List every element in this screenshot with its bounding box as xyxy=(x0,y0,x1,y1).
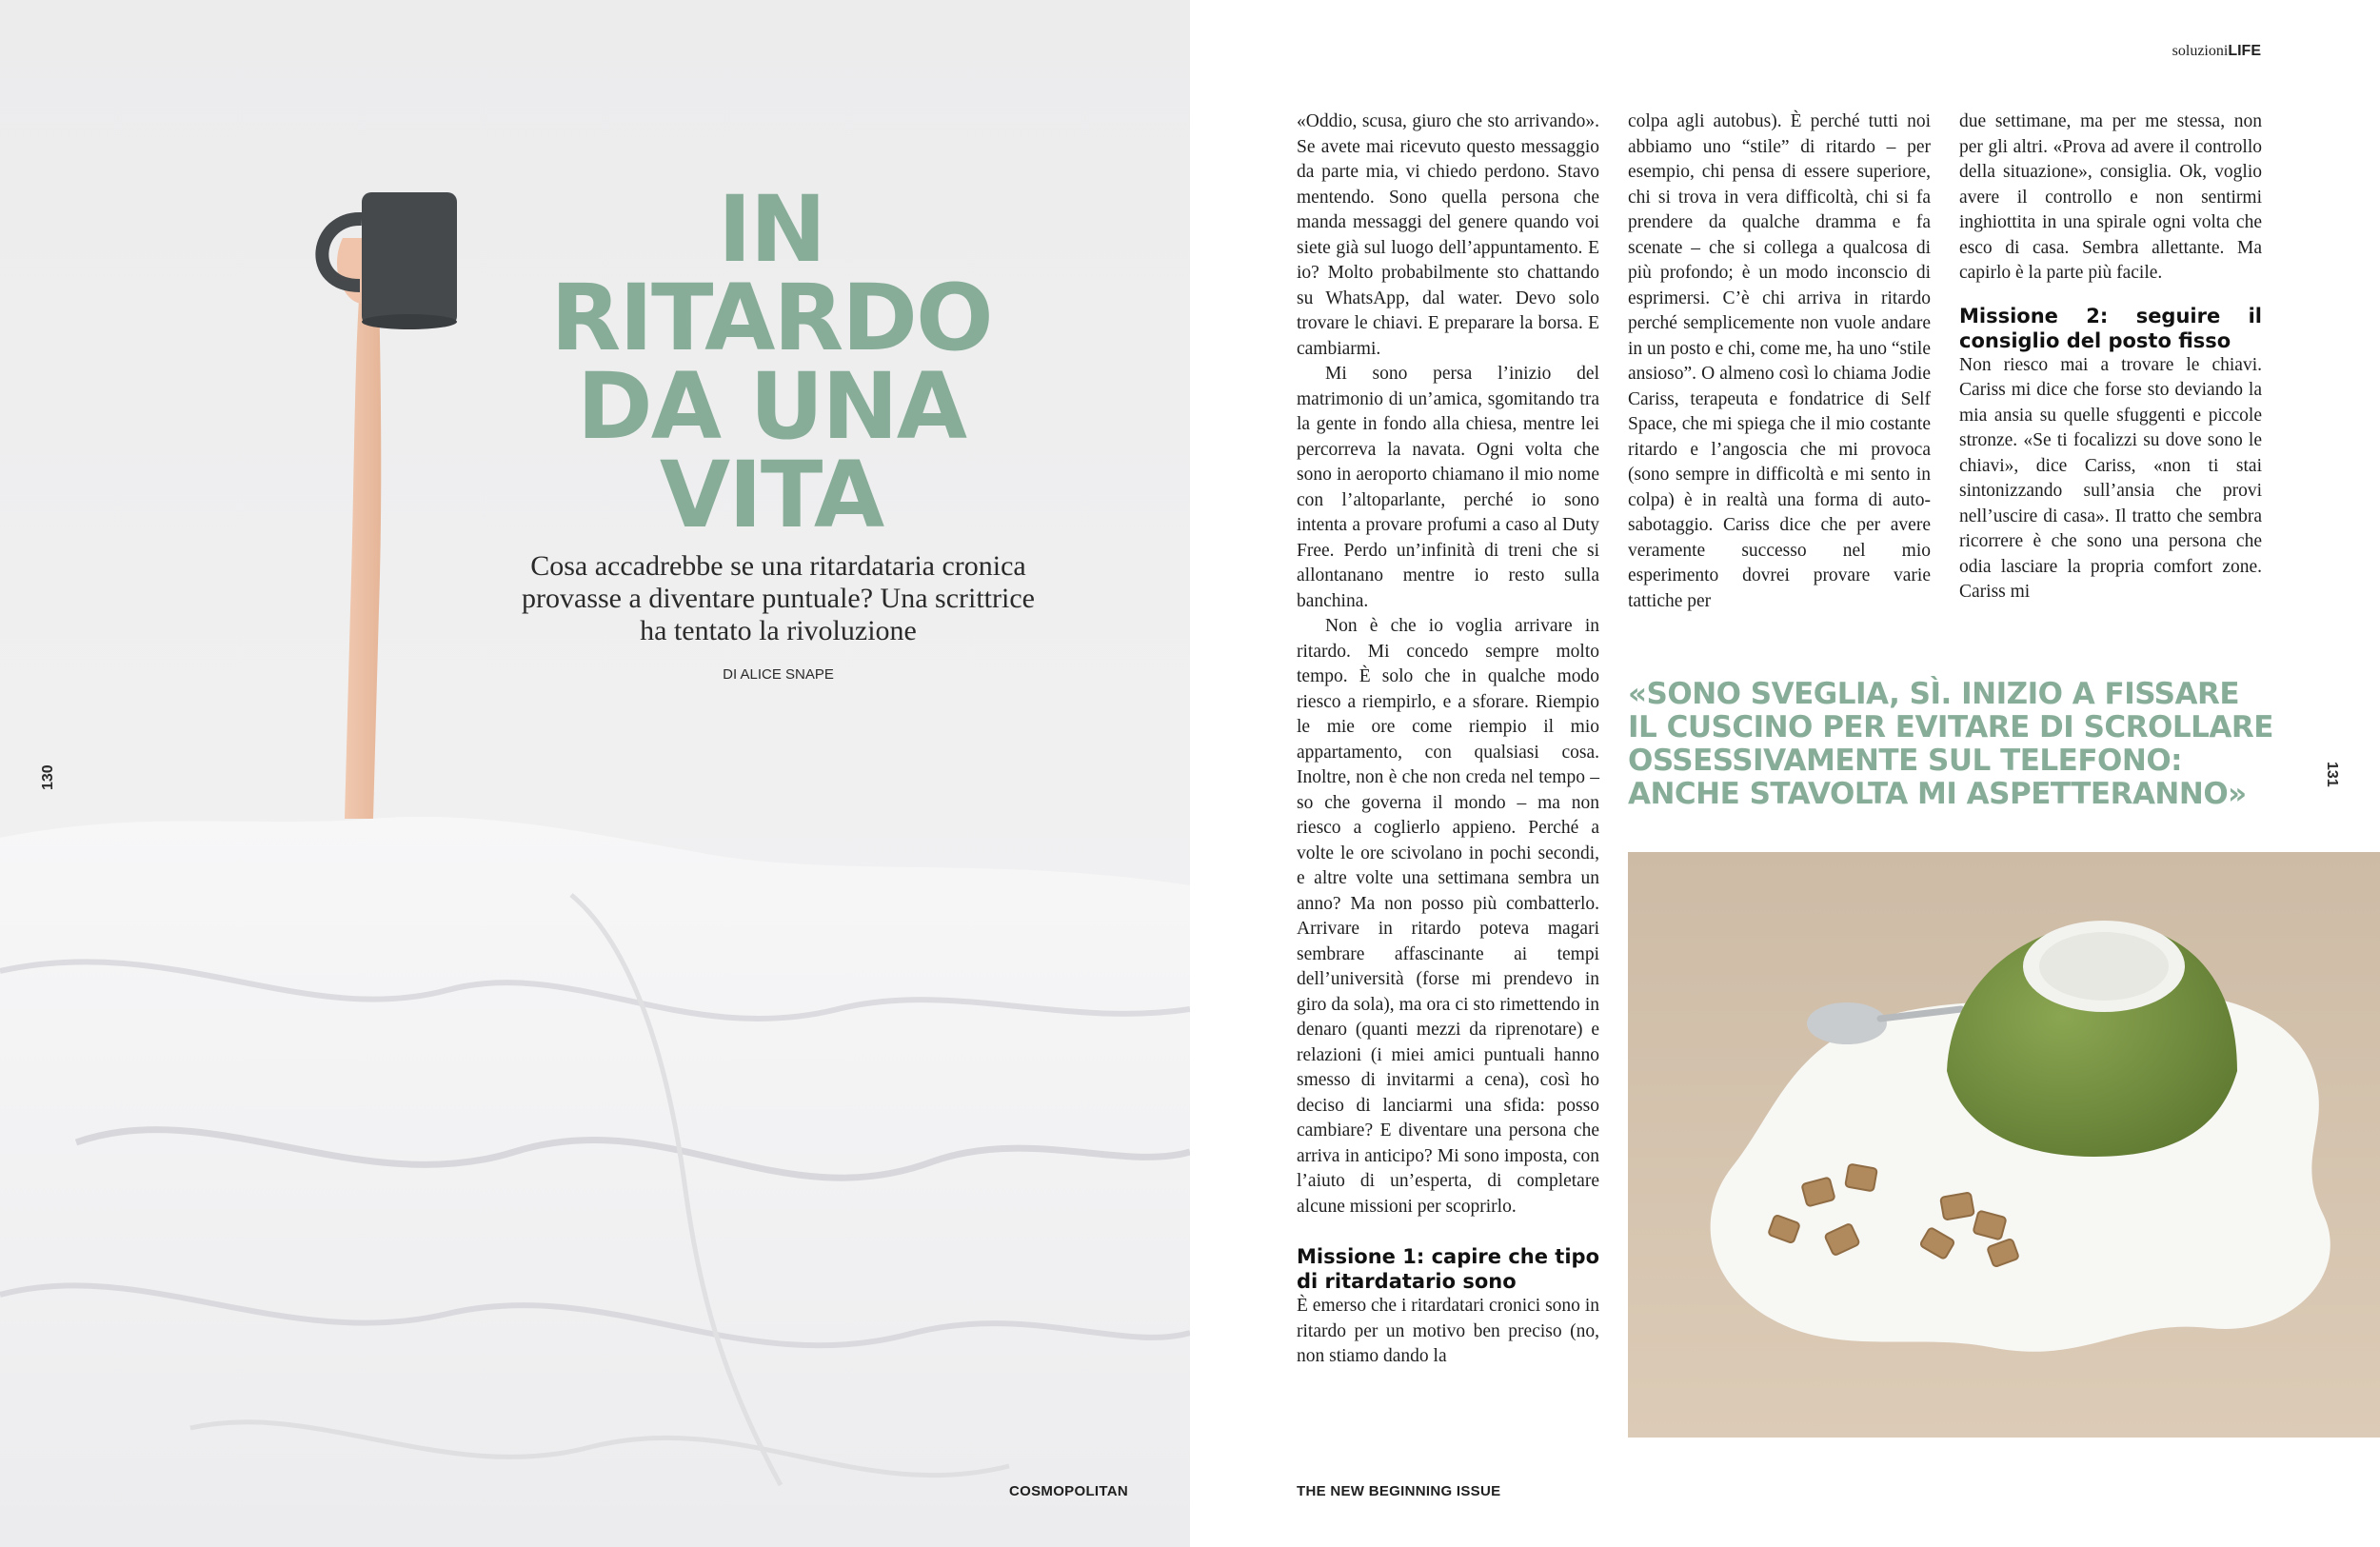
paragraph: Non riesco mai a trovare le chiavi. Cariss mi dice che forse sto deviando la mia ansia su quelle sfuggenti e piccole stronze. «Se ti focalizzi su dove sono le chiavi», dice Cariss, «non ti stai sintonizzando sull’ansia che provi nell’uscire di casa». Il tratto che sembra ricorrere è che sono una persona che odia lasciare la propria comfort zone. Cariss mi xyxy=(1959,354,2262,602)
headline-line: VITA xyxy=(659,442,883,548)
paragraph: Mi sono persa l’inizio del matrimonio di un’amica, sgomitando tra la gente in fondo alla chiesa, mentre lei percorreva la navata. Ogni volta che sono in aeroporto chiamano il mio nome con l’altoparlante, perché io sono intenta a provare profumi a caso al Duty Free. Perdo un’infinità di treni che si allontanano mentre io resto sulla banchina. xyxy=(1297,364,1599,611)
article-column-2 xyxy=(1628,109,1931,614)
spilled-bowl-photo xyxy=(1628,852,2380,1438)
headline-line: IN xyxy=(717,176,825,283)
article-column-3 xyxy=(1959,109,2262,605)
issue-footer: THE NEW BEGINNING ISSUE xyxy=(1297,1483,1501,1499)
subheading: Cosa accadrebbe se una ritardataria cronica provasse a diventare puntuale? Una scrittrice ha tentato la rivoluzione xyxy=(522,550,1035,646)
section-name: LIFE xyxy=(2228,43,2261,59)
page-number: 131 xyxy=(2324,762,2340,787)
paragraph: colpa agli autobus). È perché tutti noi abbiamo uno “stile” di ritardo – per esempio, chi pensa di essere superiore, chi si trova in vera difficoltà, chi si fa prendere da qualche dramma e fa scenate – che si collega a qualcosa di più profondo; è un modo inconscio di esprimersi. C’è chi arriva in ritardo perché semplicemente non vuole andare in un posto e chi, come me, ha uno “stile ansioso”. O almeno così lo chiama Jodie Cariss, terapeuta e fondatrice di Self Space, che mi spiega che il mio costante ritardo e l’angoscia che mi provoca (sono sempre in difficoltà e mi sento in colpa) è in realtà una forma di auto-sabotaggio. Cariss dice che per avere veramente successo nel mio esperimento dovrei provare varie tattiche per xyxy=(1628,111,1931,611)
paragraph: È emerso che i ritardatari cronici sono in ritardo per un motivo ben preciso (no, non stiamo dando la xyxy=(1297,1296,1599,1366)
section-prefix: soluzioni xyxy=(2172,43,2229,59)
headline-line: RITARDO xyxy=(550,265,992,371)
section-heading: Missione 2: seguire il consiglio del posto fisso xyxy=(1959,304,2262,352)
magazine-footer: COSMOPOLITAN xyxy=(1009,1483,1128,1499)
headline-line: DA UNA xyxy=(577,353,965,460)
paragraph: «Oddio, scusa, giuro che sto arrivando». Se avete mai ricevuto questo messaggio da parte mia, vi chiedo perdono. Stavo mentendo. Sono quella persona che manda messaggi del genere quando voi siete già sul luogo dell’appuntamento. E io? Molto probabilmente sto chattando su WhatsApp, dal water. Devo solo trovare le chiavi. E preparare la borsa. E cambiarmi. xyxy=(1297,111,1599,359)
section-heading: Missione 1: capire che tipo di ritardatario sono xyxy=(1297,1245,1599,1293)
paragraph: Non è che io voglia arrivare in ritardo. Mi concedo sempre molto tempo. È solo che in qualche modo riesco a riempirlo, e a sforare. Riempio le mie ore come riempio il mio appartamento, con qualsiasi cosa. Inoltre, non è che non creda nel tempo – so che governa il mondo – ma non riesco a coglierlo appieno. Perché a volte le ore scivolano in pochi secondi, e altre volte una settimana sembra un anno? Ma non posso più combatterlo. Arrivare in ritardo poteva magari sembrare affascinante ai tempi dell’università (forse mi prendevo in giro da sola), ma ora ci sto rimettendo in denaro (quanti mezzi da riprenotare) e relazioni (i miei amici puntuali hanno smesso di invitarmi a cena), così ho deciso di lanciarmi una sfida: posso cambiare? E diventare una persona che arriva in anticipo? Mi sono imposta, con l’aiuto di un’esperta, di completare alcune missioni per scoprirlo. xyxy=(1297,616,1599,1217)
byline: DI ALICE SNAPE xyxy=(723,666,834,683)
headline xyxy=(533,176,1009,548)
section-tag xyxy=(2094,43,2261,60)
article-column-1 xyxy=(1297,109,1599,1370)
paragraph: due settimane, ma per me stessa, non per gli altri. «Prova ad avere il controllo della situazione», consiglia. Ok, voglio avere il controllo e non sentirmi inghiottita in una spirale ogni volta che esco di casa. Sembra allettante. Ma capirlo è la parte più facile. xyxy=(1959,111,2262,283)
pull-quote: «SONO SVEGLIA, SÌ. INIZIO A FISSARE IL CUSCINO PER EVITARE DI SCROLLARE OSSESSIVAMENTE SUL TELEFONO: ANCHE STAVOLTA MI ASPETTERANNO» xyxy=(1628,677,2273,811)
page-number: 130 xyxy=(40,764,56,790)
